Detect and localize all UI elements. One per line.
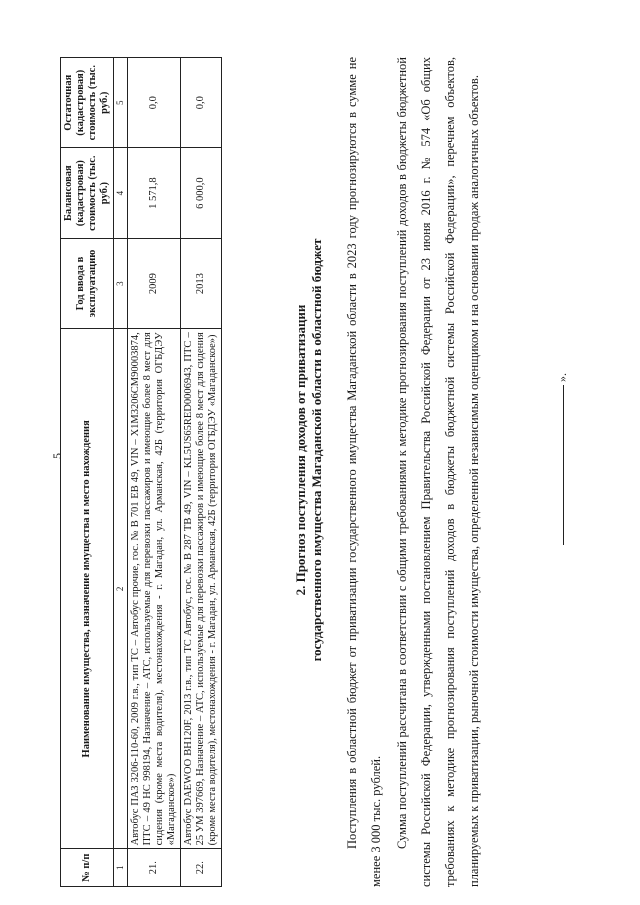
paragraph-calculation-basis: Сумма поступлений рассчитана в соответствии с общими требованиями к методике прогнозирования поступлений доходов в бюджеты бюджетной системы Российской Федерации, утвержденными постановлением Правительства Российской Федерации от 23 июня 2016 г. № 574 «Об общих требованиях к методике прогнозирования поступлений доходов в бюджеты бюджетной системы Российской Федерации», перечнем объектов, планируемых к приватизации, рыночной стоимости имущества, определенной независимым оценщиком и на основании продаж аналогичных объектов. (395, 57, 481, 887)
book-value: 1 571,8 (128, 148, 181, 238)
paragraph-revenue-forecast: Поступления в областной бюджет от приватизации государственного имущества Магаданской области в 2023 году прогнозируются в сумме не менее 3 000 тыс. рублей. (345, 57, 383, 887)
row-number: 22. (181, 849, 222, 887)
closing-line (555, 373, 570, 545)
commission-year: 2013 (181, 238, 222, 328)
closing-mark: ». (555, 373, 569, 382)
header-name: Наименование имущества, назначение имущества и место нахождения (61, 329, 114, 849)
table-header-row (61, 58, 114, 887)
section-title-line-1: 2. Прогноз поступления доходов от приватизации (293, 304, 308, 596)
commission-year: 2009 (128, 238, 181, 328)
header-residual-value: Остаточная (кадастровая) стоимость (тыс. руб.) (61, 58, 114, 148)
residual-value: 0,0 (181, 58, 222, 148)
header-num: № п/п (61, 849, 114, 887)
column-number: 3 (114, 238, 128, 328)
table-row (181, 58, 222, 887)
header-year: Год ввода в эксплуатацию (61, 238, 114, 328)
row-number: 21. (128, 849, 181, 887)
header-book-value: Балансовая (кадастровая) стоимость (тыс. руб.) (61, 148, 114, 238)
property-table (60, 57, 222, 887)
property-description: Автобус DAEWOO BH120F, 2013 г.в., тип ТС Автобус, гос. № В 287 ТВ 49, VIN – KL5US65RED0006943, ПТС – 25 УМ 397669, Назначение – АТС, используемые для перевозки пассажиров и имеющие более 8 мест для сидения (кроме места водителя), местонахождения - г. Магадан, ул. Арманская, 42Б (территория ОГБДЭУ «Магаданское») (181, 329, 222, 849)
column-number: 5 (114, 58, 128, 148)
page-number: 5 (50, 453, 64, 459)
book-value: 6 000,0 (181, 148, 222, 238)
section-heading (293, 55, 325, 845)
column-number: 1 (114, 849, 128, 887)
column-number: 2 (114, 329, 128, 849)
residual-value: 0,0 (128, 58, 181, 148)
section-title-line-2: государственного имущества Магаданской области в областной бюджет (309, 238, 324, 662)
column-number: 4 (114, 148, 128, 238)
property-description: Автобус ПАЗ 3206-110-60, 2009 г.в., тип ТС – Автобус прочие, гос. № В 701 ЕВ 49, VIN – X1M3206CM90003874, ПТС – 49 НС 998194, Назначение – АТС, используемые для перевозки пассажиров и имеющие более 8 мест для сидения (кроме места водителя), местонахождения - г. Магадан, ул. Арманская, 42Б (территория ОГБДЭУ «Магаданское») (128, 329, 181, 849)
table-row (128, 58, 181, 887)
column-number-row (114, 58, 128, 887)
signature-rule (563, 385, 564, 545)
